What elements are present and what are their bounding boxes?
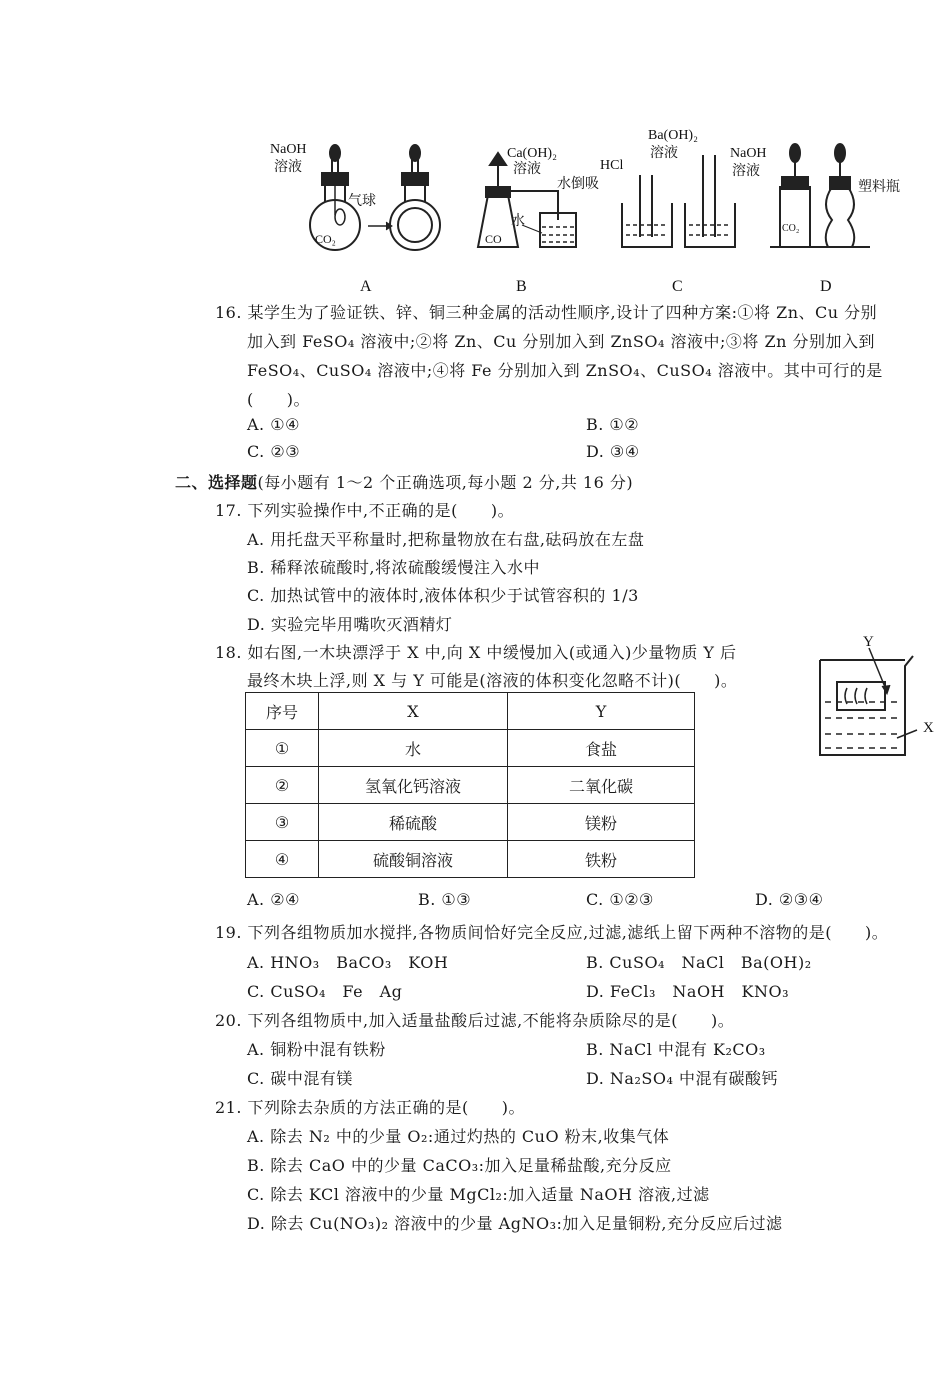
table-cell: ③ [246, 804, 319, 841]
q18-option-b: B. ①③ [418, 890, 472, 909]
q16-option-c: C. ②③ [247, 442, 301, 461]
q20-option-c: C. 碳中混有镁 [247, 1069, 353, 1088]
fig-a-gas: CO₂ [315, 232, 336, 246]
table-header-cell: X [319, 693, 508, 730]
table-cell: 镁粉 [508, 804, 695, 841]
table-cell: 硫酸铜溶液 [319, 841, 508, 878]
fig-d-reagent: NaOH [730, 146, 767, 161]
q19-stem: 19. 下列各组物质加水搅拌,各物质间恰好完全反应,过滤,滤纸上留下两种不溶物的是( )。 [215, 923, 889, 942]
q18-option-d: D. ②③④ [755, 890, 824, 909]
q18-line2: 最终木块上浮,则 X 与 Y 可能是(溶液的体积变化忽略不计)( )。 [247, 671, 738, 690]
q20-option-d: D. Na₂SO₄ 中混有碳酸钙 [586, 1069, 778, 1088]
table-cell: ④ [246, 841, 319, 878]
q18-fig-x-label: X [923, 720, 934, 736]
table-row [246, 804, 695, 841]
q18-option-c: C. ①②③ [586, 890, 654, 909]
fig-c-reagent: Ba(OH)₂ [648, 128, 698, 143]
fig-c-reagent2: 溶液 [650, 146, 678, 161]
q17-stem: 17. 下列实验操作中,不正确的是( )。 [215, 501, 515, 520]
q21-option-d: D. 除去 Cu(NO₃)₂ 溶液中的少量 AgNO₃:加入足量铜粉,充分反应后过滤 [247, 1214, 783, 1233]
q19-option-b: B. CuSO₄ NaCl Ba(OH)₂ [586, 953, 812, 972]
fig-d-bottle: 塑料瓶 [858, 180, 900, 195]
fig-a-reagent2: 溶液 [274, 160, 302, 175]
table-header-row [246, 693, 695, 730]
q16-line4: ( )。 [247, 390, 310, 409]
q19-option-d: D. FeCl₃ NaOH KNO₃ [586, 982, 789, 1001]
q18-beaker-figure [805, 630, 945, 765]
q21-option-a: A. 除去 N₂ 中的少量 O₂:通过灼热的 CuO 粉末,收集气体 [247, 1127, 670, 1146]
fig-a-balloon: 气球 [348, 194, 376, 209]
fig-c-hcl: HCl [600, 158, 624, 173]
table-header-cell: Y [508, 693, 695, 730]
q16-option-b: B. ①② [586, 415, 640, 434]
fig-d-gas: CO₂ [782, 223, 800, 234]
q17-option-b: B. 稀释浓硫酸时,将浓硫酸缓慢注入水中 [247, 558, 541, 577]
q18-table [245, 692, 695, 878]
q17-option-c: C. 加热试管中的液体时,液体体积少于试管容积的 1/3 [247, 586, 639, 605]
fig-label-d: D [820, 278, 832, 295]
q21-option-b: B. 除去 CaO 中的少量 CaCO₃:加入足量稀盐酸,充分反应 [247, 1156, 672, 1175]
table-row [246, 767, 695, 804]
q19-option-a: A. HNO₃ BaCO₃ KOH [247, 953, 449, 972]
q16-line1: 16. 某学生为了验证铁、锌、铜三种金属的活动性顺序,设计了四种方案:①将 Zn、Cu 分别 [215, 303, 878, 322]
fig-b-back: 水倒吸 [557, 177, 599, 192]
fig-label-b: B [516, 278, 527, 295]
q17-option-d: D. 实验完毕用嘴吹灭酒精灯 [247, 615, 453, 634]
section2-title: 二、选择题 [175, 473, 258, 492]
fig-label-c: C [672, 278, 683, 295]
fig-d-reagent2: 溶液 [732, 164, 760, 179]
fig-a-reagent: NaOH [270, 142, 307, 157]
q18-fig-y-label: Y [863, 634, 874, 650]
q21-option-c: C. 除去 KCl 溶液中的少量 MgCl₂:加入适量 NaOH 溶液,过滤 [247, 1185, 710, 1204]
q17-option-a: A. 用托盘天平称量时,把称量物放在右盘,砝码放在左盘 [247, 530, 645, 549]
table-cell: ② [246, 767, 319, 804]
fig-b-gas: CO [485, 232, 502, 246]
table-cell: 氢氧化钙溶液 [319, 767, 508, 804]
q20-option-b: B. NaCl 中混有 K₂CO₃ [586, 1040, 766, 1059]
q16-option-a: A. ①④ [247, 415, 300, 434]
table-cell: ① [246, 730, 319, 767]
q16-line2: 加入到 FeSO₄ 溶液中;②将 Zn、Cu 分别加入到 ZnSO₄ 溶液中;③将 Zn 分别加入到 [247, 332, 875, 351]
table-header-cell: 序号 [246, 693, 319, 730]
section2-note: (每小题有 1～2 个正确选项,每小题 2 分,共 16 分) [257, 473, 634, 492]
q19-option-c: C. CuSO₄ Fe Ag [247, 982, 403, 1001]
fig-b-water: 水 [511, 214, 525, 229]
fig-label-a: A [360, 278, 372, 295]
q16-line3: FeSO₄、CuSO₄ 溶液中;④将 Fe 分别加入到 ZnSO₄、CuSO₄ 溶液中。其中可行的是 [247, 361, 883, 380]
q18-line1: 18. 如右图,一木块漂浮于 X 中,向 X 中缓慢加入(或通入)少量物质 Y 后 [215, 643, 737, 662]
fig-b-reagent2: 溶液 [513, 162, 541, 177]
table-row [246, 730, 695, 767]
q18-option-a: A. ②④ [247, 890, 300, 909]
apparatus-figure [260, 125, 940, 300]
q20-option-a: A. 铜粉中混有铁粉 [247, 1040, 386, 1059]
table-cell: 二氧化碳 [508, 767, 695, 804]
table-cell: 水 [319, 730, 508, 767]
table-cell: 铁粉 [508, 841, 695, 878]
section2-heading [175, 470, 633, 493]
q21-stem: 21. 下列除去杂质的方法正确的是( )。 [215, 1098, 526, 1117]
fig-b-reagent: Ca(OH)₂ [507, 146, 557, 161]
q20-stem: 20. 下列各组物质中,加入适量盐酸后过滤,不能将杂质除尽的是( )。 [215, 1011, 735, 1030]
q16-option-d: D. ③④ [586, 442, 640, 461]
table-cell: 稀硫酸 [319, 804, 508, 841]
table-row [246, 841, 695, 878]
table-cell: 食盐 [508, 730, 695, 767]
